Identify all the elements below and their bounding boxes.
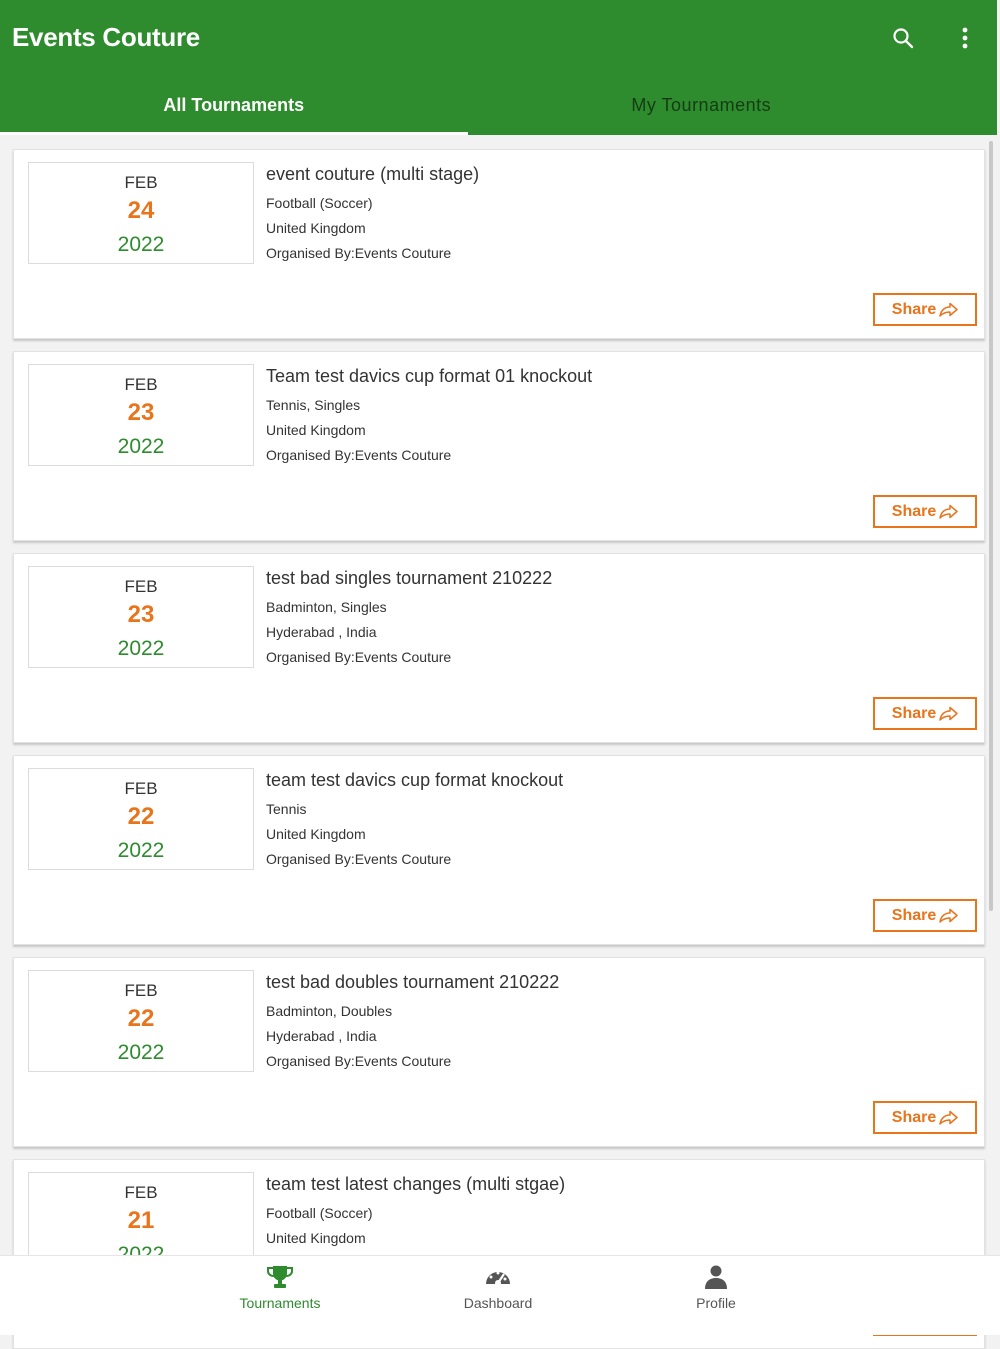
tournament-organiser: Organised By:Events Couture — [266, 649, 452, 665]
tournament-info — [266, 568, 866, 674]
date-day: 23 — [127, 601, 155, 628]
tournament-card[interactable] — [13, 755, 985, 945]
share-label: Share — [891, 704, 937, 722]
bottom-nav — [0, 1255, 1000, 1335]
tournament-info — [266, 770, 866, 876]
tournament-info — [266, 366, 866, 472]
tournament-card[interactable] — [13, 553, 985, 743]
tournament-organiser: Organised By:Events Couture — [266, 1053, 452, 1069]
tab-bar — [0, 76, 935, 134]
date-box — [28, 970, 254, 1072]
tournament-name[interactable]: Team test davics cup format 01 knockout — [266, 366, 593, 386]
tournament-location: Hyderabad , India — [266, 1028, 377, 1044]
tournament-name[interactable]: test bad doubles tournament 210222 — [266, 972, 560, 992]
scrollbar[interactable] — [989, 141, 993, 911]
tournament-sport: Badminton, Singles — [266, 599, 387, 615]
dashboard-icon — [484, 1264, 512, 1290]
share-icon — [938, 504, 958, 520]
share-icon — [938, 1110, 958, 1126]
tournament-organiser: Organised By:Events Couture — [266, 245, 452, 261]
share-label: Share — [891, 906, 937, 924]
app-bar — [0, 0, 997, 135]
tournament-location: Hyderabad , India — [266, 624, 377, 640]
tournament-location: United Kingdom — [266, 1230, 366, 1246]
tournament-sport: Badminton, Doubles — [266, 1003, 393, 1019]
share-button[interactable] — [873, 697, 977, 730]
tournament-sport: Tennis, Singles — [266, 397, 361, 413]
person-icon — [702, 1264, 730, 1290]
share-button[interactable] — [873, 293, 977, 326]
date-day: 24 — [127, 197, 155, 224]
date-day: 22 — [127, 803, 155, 830]
tournament-name[interactable]: team test latest changes (multi stgae) — [266, 1174, 566, 1194]
date-year: 2022 — [117, 637, 165, 660]
nav-dashboard-label: Dashboard — [463, 1295, 533, 1311]
tournament-name[interactable]: event couture (multi stage) — [266, 164, 480, 184]
nav-tournaments[interactable] — [210, 1264, 350, 1311]
tournament-card[interactable] — [13, 351, 985, 541]
nav-profile-label: Profile — [696, 1295, 736, 1311]
tournament-info — [266, 164, 866, 270]
tab-my-tournaments[interactable]: My Tournaments — [631, 94, 772, 115]
nav-dashboard[interactable] — [428, 1264, 568, 1311]
tournament-sport: Football (Soccer) — [266, 195, 373, 211]
date-box — [28, 364, 254, 466]
tournament-sport: Tennis — [266, 801, 307, 817]
share-icon — [938, 302, 958, 318]
share-label: Share — [891, 1108, 937, 1126]
tournament-name[interactable]: team test davics cup format knockout — [266, 770, 564, 790]
tournament-list[interactable] — [0, 135, 1000, 1255]
date-year: 2022 — [117, 839, 165, 862]
tab-all-tournaments[interactable]: All Tournaments — [0, 76, 468, 134]
share-icon — [938, 908, 958, 924]
tournament-location: United Kingdom — [266, 826, 366, 842]
tournament-organiser: Organised By:Events Couture — [266, 447, 452, 463]
tournament-location: United Kingdom — [266, 422, 366, 438]
share-label: Share — [891, 502, 937, 520]
share-button[interactable] — [873, 495, 977, 528]
date-year: 2022 — [117, 435, 165, 458]
share-icon — [938, 706, 958, 722]
trophy-icon — [266, 1264, 294, 1290]
date-month: FEB — [124, 1183, 158, 1202]
more-vert-icon[interactable] — [949, 22, 981, 54]
date-month: FEB — [124, 981, 158, 1000]
date-day: 23 — [127, 399, 155, 426]
date-box — [28, 768, 254, 870]
date-month: FEB — [124, 173, 158, 192]
date-month: FEB — [124, 577, 158, 596]
date-day: 21 — [127, 1207, 155, 1234]
tournament-name[interactable]: test bad singles tournament 210222 — [266, 568, 553, 588]
tournament-card[interactable] — [13, 149, 985, 339]
share-button[interactable] — [873, 899, 977, 932]
date-box — [28, 566, 254, 668]
app-title: Events Couture — [12, 22, 200, 52]
date-day: 22 — [127, 1005, 155, 1032]
date-year: 2022 — [117, 233, 165, 256]
date-box — [28, 162, 254, 264]
tournament-location: United Kingdom — [266, 220, 366, 236]
nav-tournaments-label: Tournaments — [239, 1295, 321, 1311]
date-month: FEB — [124, 779, 158, 798]
search-icon[interactable] — [887, 22, 919, 54]
tournament-sport: Football (Soccer) — [266, 1205, 373, 1221]
share-button[interactable] — [873, 1101, 977, 1134]
share-label: Share — [891, 300, 937, 318]
nav-profile[interactable] — [646, 1264, 786, 1311]
date-year: 2022 — [117, 1041, 165, 1064]
tournament-info — [266, 972, 866, 1078]
tournament-card[interactable] — [13, 957, 985, 1147]
date-month: FEB — [124, 375, 158, 394]
tournament-organiser: Organised By:Events Couture — [266, 851, 452, 867]
